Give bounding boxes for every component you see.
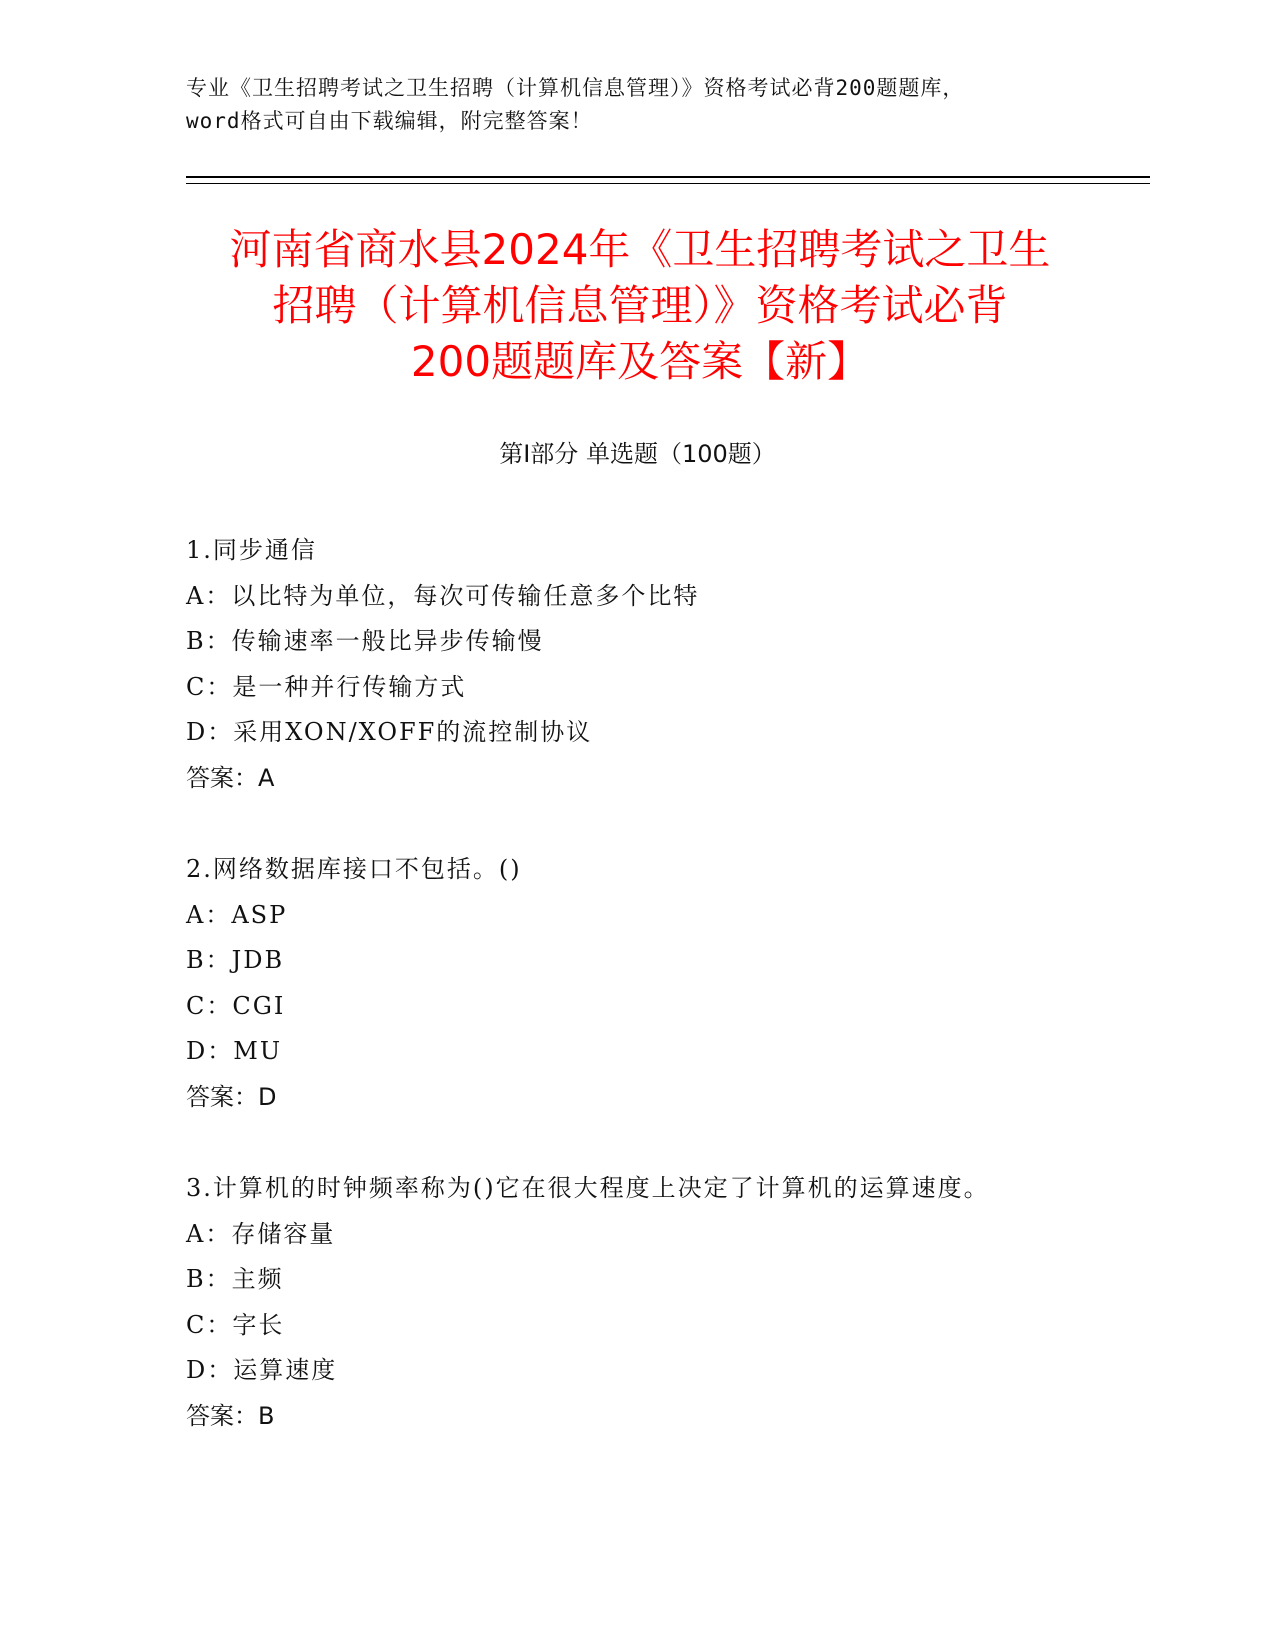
- option-c: C：是一种并行传输方式: [186, 672, 467, 701]
- title-line-1: 河南省商水县2024年《卫生招聘考试之卫生: [229, 225, 1051, 274]
- option-d: D：MU: [186, 1037, 283, 1065]
- header-divider-thin: [186, 183, 1150, 184]
- option-d: D：运算速度: [186, 1356, 338, 1384]
- option-a: A：存储容量: [186, 1219, 336, 1248]
- question-text: 1.同步通信: [186, 536, 317, 564]
- question-text: 3.计算机的时钟频率称为()它在很大程度上决定了计算机的运算速度。: [186, 1174, 990, 1202]
- intro-line-2: word格式可自由下载编辑，附完整答案！: [186, 109, 593, 133]
- answer: 答案：A: [186, 763, 275, 792]
- header-divider-thick: [186, 176, 1150, 178]
- option-b: B：JDB: [186, 946, 285, 974]
- title-line-2: 招聘（计算机信息管理）》资格考试必背: [272, 281, 1008, 330]
- option-d: D：采用XON/XOFF的流控制协议: [186, 718, 593, 746]
- option-c: C：CGI: [186, 991, 286, 1020]
- section-heading: 第Ⅰ部分 单选题（100题）: [499, 440, 776, 468]
- option-b: B：主频: [186, 1265, 284, 1293]
- question-2: [186, 847, 1086, 1120]
- answer: 答案：B: [186, 1401, 275, 1430]
- question-1: [186, 528, 1086, 801]
- intro-text: [186, 72, 1086, 138]
- title-line-3: 200题题库及答案【新】: [410, 337, 870, 386]
- option-c: C：字长: [186, 1310, 285, 1339]
- option-a: A：ASP: [186, 900, 288, 929]
- document-title: [160, 222, 1120, 390]
- option-a: A：以比特为单位，每次可传输任意多个比特: [186, 581, 700, 610]
- question-list: [186, 528, 1086, 1485]
- question-3: [186, 1166, 1086, 1439]
- intro-line-1: 专业《卫生招聘考试之卫生招聘（计算机信息管理）》资格考试必背200题题库，: [186, 76, 965, 100]
- question-text: 2.网络数据库接口不包括。(): [186, 855, 522, 883]
- answer: 答案：D: [186, 1082, 277, 1111]
- option-b: B：传输速率一般比异步传输慢: [186, 627, 544, 655]
